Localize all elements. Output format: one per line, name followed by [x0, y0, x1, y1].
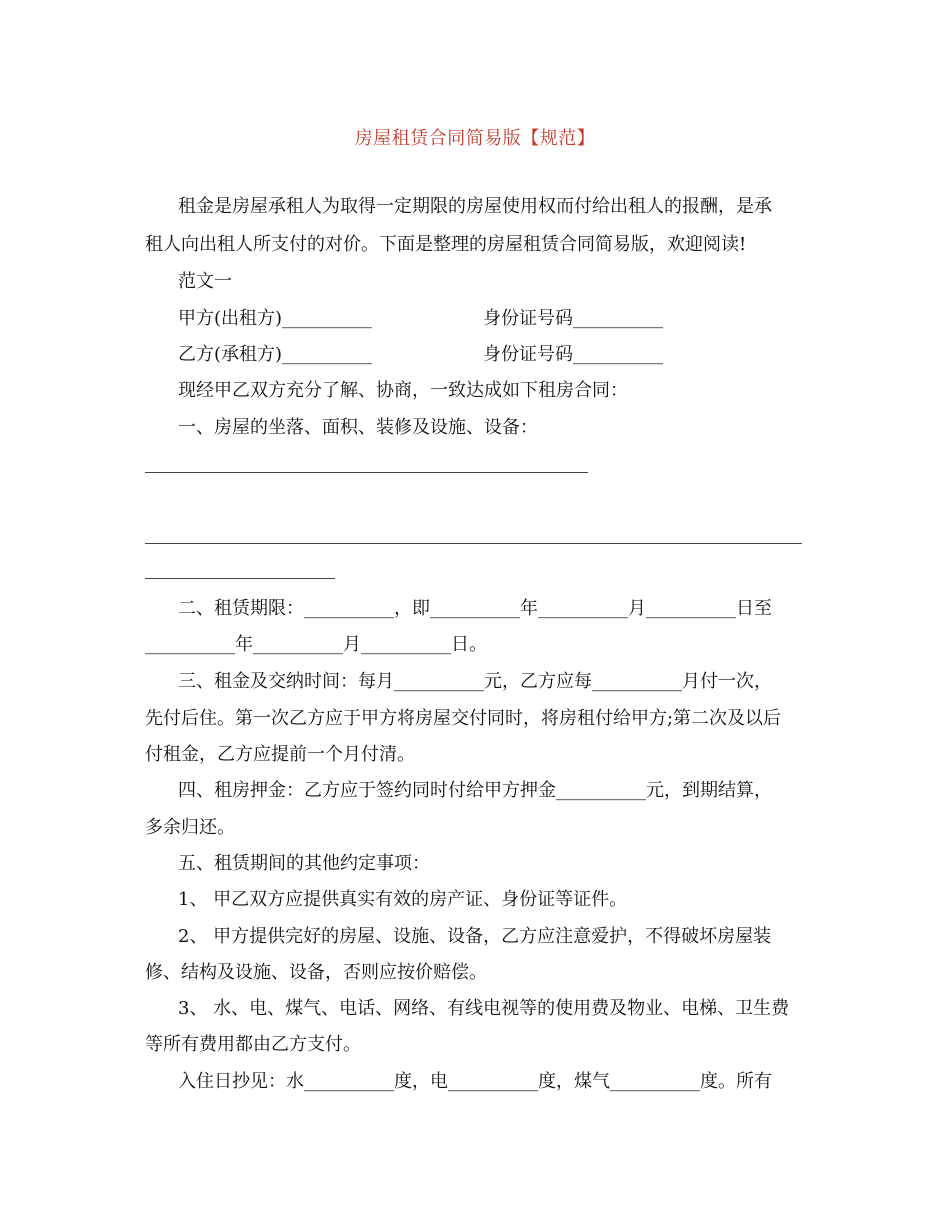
sample-heading: 范文一	[178, 271, 232, 292]
item-1: 1、 甲乙双方应提供真实有效的房产证、身份证等证件。	[178, 889, 628, 910]
clause-3-line-1: 三、租金及交纳时间：每月__________元，乙方应每__________月付一次，	[178, 671, 772, 692]
clause-2-line-2: __________年__________月__________日。	[145, 634, 487, 655]
party-b-field: 乙方(承租方)__________	[178, 344, 373, 365]
intro-line-1: 租金是房屋承租人为取得一定期限的房屋使用权而付给出租人的报酬，是承	[178, 196, 772, 217]
party-a-field: 甲方(出租方)__________	[178, 308, 373, 329]
clause-1-heading: 一、房屋的坐落、面积、装修及设施、设备：	[178, 417, 538, 438]
item-2-line-2: 修、结构及设施、设备，否则应按价赔偿。	[145, 962, 487, 983]
party-a-id-field: 身份证号码__________	[483, 308, 663, 329]
blank-fill-line	[145, 578, 335, 579]
clause-5-heading: 五、租赁期间的其他约定事项：	[178, 853, 430, 874]
agreement-statement: 现经甲乙双方充分了解、协商，一致达成如下租房合同：	[178, 380, 628, 401]
item-2-line-1: 2、 甲方提供完好的房屋、设施、设备，乙方应注意爱护，不得破坏房屋装	[178, 926, 772, 947]
intro-line-2: 租人向出租人所支付的对价。下面是整理的房屋租赁合同简易版，欢迎阅读!	[145, 234, 747, 255]
item-3-line-1: 3、 水、电、煤气、电话、网络、有线电视等的使用费及物业、电梯、卫生费	[178, 998, 790, 1019]
meter-reading-line: 入住日抄见：水__________度，电__________度，煤气__________度。所有	[178, 1071, 772, 1092]
clause-4-line-1: 四、租房押金：乙方应于签约同时付给甲方押金__________元，到期结算，	[178, 780, 772, 801]
clause-4-line-2: 多余归还。	[145, 817, 235, 838]
document-title: 房屋租赁合同简易版【规范】	[354, 128, 596, 149]
blank-fill-line	[145, 543, 802, 544]
clause-3-line-2: 先付后住。第一次乙方应于甲方将房屋交付同时，将房租付给甲方;第二次及以后	[145, 708, 782, 729]
party-b-id-field: 身份证号码__________	[483, 344, 663, 365]
clause-2-line-1: 二、租赁期限：__________，即__________年__________月__________日至	[178, 598, 772, 619]
item-3-line-2: 等所有费用都由乙方支付。	[145, 1034, 361, 1055]
blank-fill-line	[145, 472, 588, 473]
clause-3-line-3: 付租金，乙方应提前一个月付清。	[145, 744, 415, 765]
